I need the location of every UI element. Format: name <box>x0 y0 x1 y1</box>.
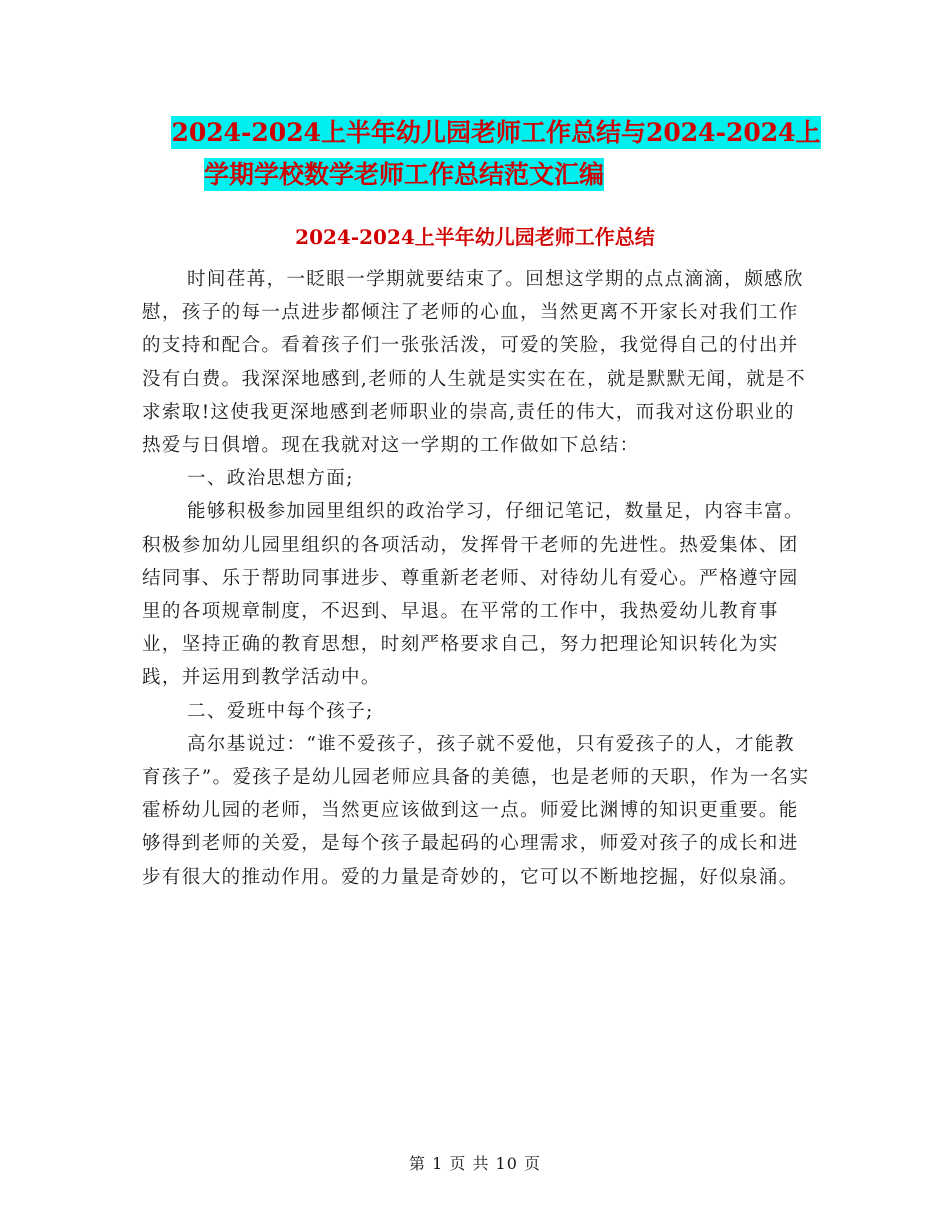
heading-political-thought: 一、政治思想方面; <box>187 468 354 490</box>
body-text <box>142 263 810 894</box>
document-title-line-2: 学期学校数学老师工作总结范文汇编 <box>204 160 605 189</box>
heading-love-children: 二、爱班中每个孩子; <box>187 700 374 722</box>
paragraph-love-children: 高尔基说过：“谁不爱孩子，孩子就不爱他，只有爱孩子的人，才能教育孩子”。爱孩子是幼儿园老师应具备的美德，也是老师的天职，作为一名实霍桥幼儿园的老师，当然更应该做到这一点。师爱比渊博的知识更重要。能够得到老师的关爱，是每个孩子最起码的心理需求，师爱对孩子的成长和进步有很大的推动作用。爱的力量是奇妙的，它可以不断地挖掘，好似泉涌。 <box>142 733 810 888</box>
section-title: 2024-2024上半年幼儿园老师工作总结 <box>295 225 655 249</box>
document-title <box>0 112 950 196</box>
page-footer: 第 1 页 共 10 页 <box>409 1154 541 1173</box>
paragraph-political-thought: 能够积极参加园里组织的政治学习，仔细记笔记，数量足，内容丰富。积极参加幼儿园里组织的各项活动，发挥骨干老师的先进性。热爱集体、团结同事、乐于帮助同事进步、尊重新老老师、对待幼儿有爱心。严格遵守园里的各项规章制度，不迟到、早退。在平常的工作中，我热爱幼儿教育事业，坚持正确的教育思想，时刻严格要求自己，努力把理论知识转化为实践，并运用到教学活动中。 <box>142 501 804 689</box>
document-title-line-1: 2024-2024上半年幼儿园老师工作总结与2024-2024上 <box>171 118 821 147</box>
paragraph-intro: 时间荏苒，一眨眼一学期就要结束了。回想这学期的点点滴滴，颇感欣慰，孩子的每一点进步都倾注了老师的心血，当然更离不开家长对我们工作的支持和配合。看着孩子们一张张活泼，可爱的笑脸，我觉得自己的付出并没有白费。我深深地感到,老师的人生就是实实在在，就是默默无闻，就是不求索取!这使我更深地感到老师职业的崇高,责任的伟大，而我对这份职业的热爱与日俱增。现在我就对这一学期的工作做如下总结： <box>142 269 806 457</box>
